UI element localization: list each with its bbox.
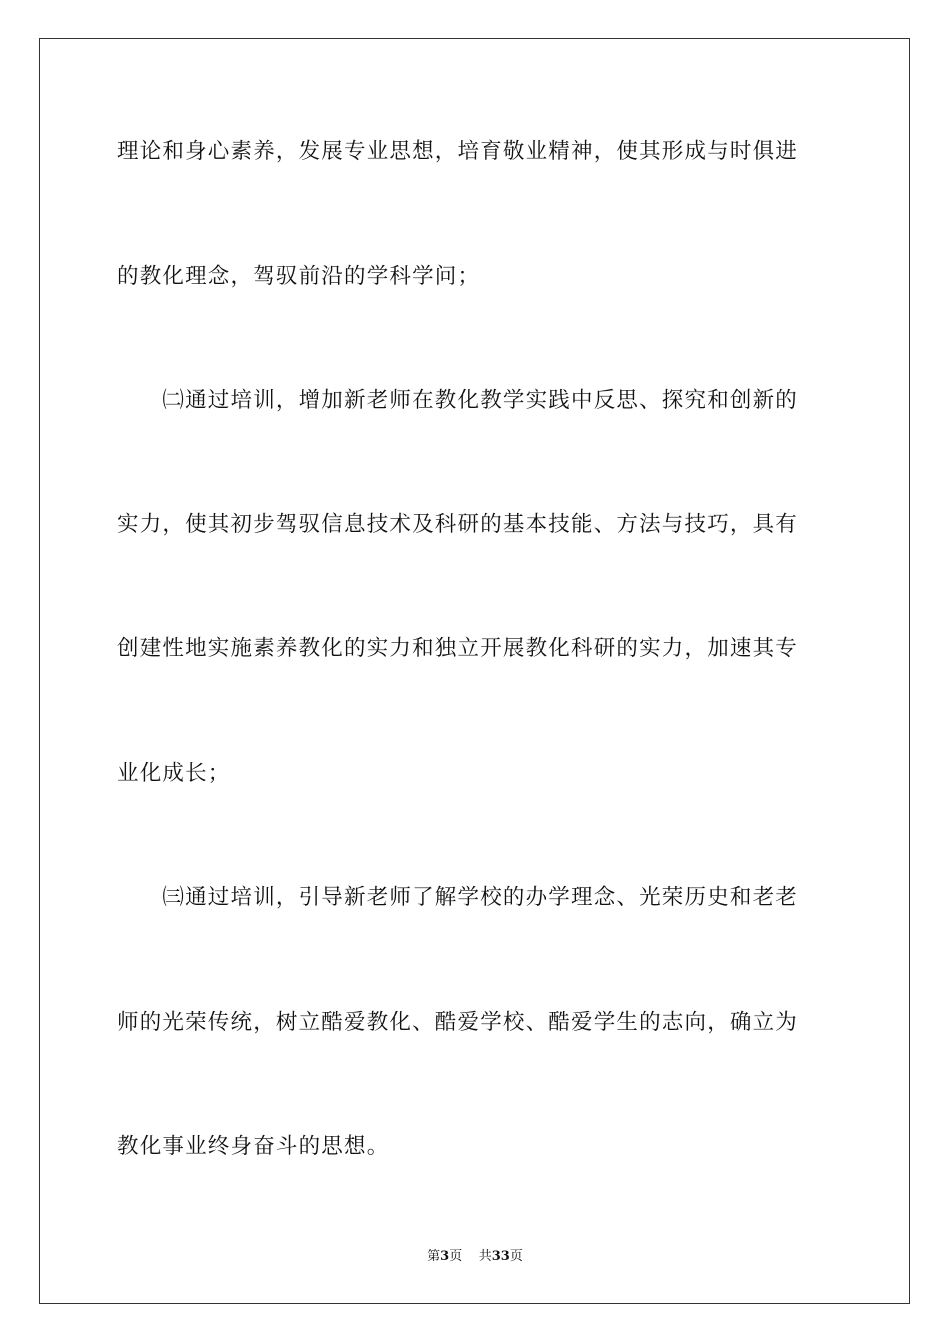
page-border xyxy=(39,38,910,1304)
body-line-5: 创建性地实施素养教化的实力和独立开展教化科研的实力，加速其专 xyxy=(117,636,799,661)
body-line-7: ㈢通过培训，引导新老师了解学校的办学理念、光荣历史和老老 xyxy=(117,885,799,910)
footer-page-number: 3 xyxy=(440,1249,450,1264)
footer-total-prefix: 共 xyxy=(478,1249,492,1264)
footer-page-suffix: 页 xyxy=(449,1249,463,1264)
body-line-8: 师的光荣传统，树立酷爱教化、酷爱学校、酷爱学生的志向，确立为 xyxy=(117,1010,799,1035)
body-line-6: 业化成长； xyxy=(117,761,231,786)
body-line-9: 教化事业终身奋斗的思想。 xyxy=(117,1134,390,1159)
body-line-4: 实力，使其初步驾驭信息技术及科研的基本技能、方法与技巧，具有 xyxy=(117,512,799,537)
footer-total-pages: 33 xyxy=(491,1249,510,1264)
body-line-3: ㈡通过培训，增加新老师在教化教学实践中反思、探究和创新的 xyxy=(117,388,799,413)
footer-total-suffix: 页 xyxy=(509,1249,523,1264)
body-line-2: 的教化理念，驾驭前沿的学科学问； xyxy=(117,264,481,289)
page-footer xyxy=(0,1248,950,1266)
body-line-1: 理论和身心素养，发展专业思想，培育敬业精神，使其形成与时俱进 xyxy=(117,139,799,164)
footer-page-prefix: 第 xyxy=(427,1249,441,1264)
